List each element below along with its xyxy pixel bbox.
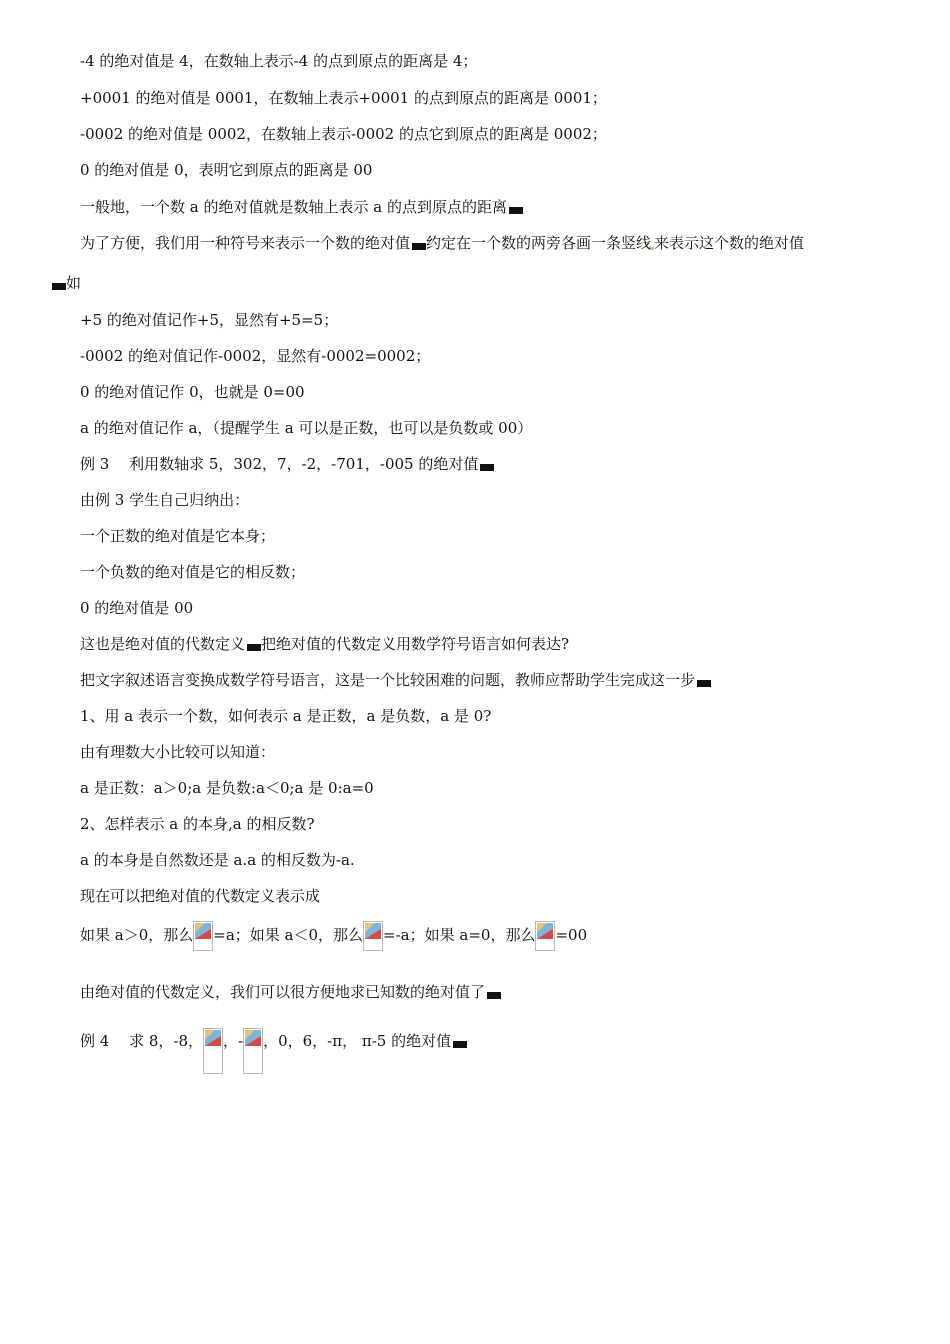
line-text: a 的本身是自然数还是 a.a 的相反数为-a. — [80, 851, 355, 869]
text-line — [80, 562, 305, 582]
line-text: 现在可以把绝对值的代数定义表示成 — [80, 887, 321, 905]
text-line — [80, 454, 494, 474]
line-text: ，- — [223, 1032, 244, 1050]
line-text: 一个正数的绝对值是它本身； — [80, 527, 276, 545]
text-line — [80, 982, 501, 1002]
line-text: 一般地，一个数 a 的绝对值就是数轴上表示 a 的点到原点的距离 — [80, 198, 507, 216]
line-text: -0002 的绝对值是 0002，在数轴上表示-0002 的点它到原点的距离是 0002； — [80, 125, 607, 143]
line-text: 由例 3 学生自己归纳出： — [80, 491, 250, 509]
text-line — [80, 51, 477, 71]
text-line — [80, 382, 305, 402]
line-text: 2、怎样表示 a 的本身,a 的相反数? — [80, 815, 315, 833]
broken-image-icon — [193, 921, 213, 951]
line-text: =a；如果 a＜0，那么 — [213, 926, 364, 944]
anchor-mark-icon — [412, 243, 426, 250]
text-line — [80, 742, 275, 762]
line-text: -0002 的绝对值记作-0002，显然有-0002=0002； — [80, 347, 431, 365]
broken-image-icon — [535, 921, 555, 951]
line-text: =-a；如果 a=0，那么 — [383, 926, 536, 944]
line-text: 为了方便，我们用一种符号来表示一个数的绝对值 — [80, 234, 411, 252]
line-text: 把绝对值的代数定义用数学符号语言如何表达? — [261, 635, 570, 653]
line-text: 0 的绝对值是 00 — [80, 599, 194, 617]
line-text: 0 的绝对值记作 0，也就是 0=00 — [80, 383, 305, 401]
line-text: +0001 的绝对值是 0001，在数轴上表示+0001 的点到原点的距离是 0001； — [80, 89, 607, 107]
broken-image-icon — [363, 921, 383, 951]
line-text: +5 的绝对值记作+5，显然有+5=5； — [80, 311, 339, 329]
line-text: 1、用 a 表示一个数，如何表示 a 是正数，a 是负数，a 是 0? — [80, 707, 492, 725]
text-line — [80, 346, 430, 366]
line-text: 例 3 利用数轴求 5，302，7，-2，-701，-005 的绝对值 — [80, 455, 479, 473]
line-text: 这也是绝对值的代数定义 — [80, 635, 246, 653]
anchor-mark-icon — [480, 464, 494, 471]
text-line — [80, 526, 275, 546]
anchor-mark-icon — [697, 680, 711, 687]
text-line — [80, 778, 374, 798]
line-text: 约定在一个数的两旁各画一条竖线 — [426, 234, 652, 252]
text-line — [80, 598, 193, 618]
text-line — [80, 634, 569, 654]
anchor-mark-icon — [453, 1041, 467, 1048]
text-line — [80, 310, 338, 330]
line-text: 由有理数大小比较可以知道： — [80, 743, 276, 761]
anchor-mark-icon — [247, 644, 261, 651]
text-line — [80, 197, 523, 217]
text-line — [80, 850, 355, 870]
line-text: 例 4 求 8，-8， — [80, 1032, 204, 1050]
anchor-mark-icon — [509, 207, 523, 214]
text-line — [80, 490, 249, 510]
formula-line — [80, 1028, 467, 1074]
line-text: 0 的绝对值是 0，表明它到原点的距离是 00 — [80, 161, 373, 179]
text-line — [80, 418, 532, 438]
text-line — [80, 814, 315, 834]
line-text: =00 — [555, 926, 588, 944]
formula-line — [80, 921, 587, 951]
anchor-mark-icon — [487, 992, 501, 999]
text-line — [80, 670, 711, 690]
line-text: 把文字叙述语言变换成数学符号语言，这是一个比较困难的问题，教师应帮助学生完成这一步 — [80, 671, 696, 689]
line-text: 来表示这个数的绝对值 — [654, 234, 805, 252]
text-line — [80, 88, 607, 108]
text-line — [80, 233, 804, 253]
line-text: 由绝对值的代数定义，我们可以很方便地求已知数的绝对值了 — [80, 983, 486, 1001]
line-text: 如果 a＞0，那么 — [80, 926, 194, 944]
anchor-mark-icon — [52, 283, 66, 290]
text-line — [80, 706, 491, 726]
line-text: 一个负数的绝对值是它的相反数； — [80, 563, 306, 581]
text-line — [80, 886, 320, 906]
line-text: a 是正数：a＞0;a 是负数:a＜0;a 是 0:a=0 — [80, 779, 374, 797]
line-text: a 的绝对值记作 a，（提醒学生 a 可以是正数，也可以是负数或 00） — [80, 419, 533, 437]
line-text: ，0，6，-π， π-5 的绝对值 — [263, 1032, 452, 1050]
broken-image-icon — [243, 1028, 263, 1074]
text-line — [80, 124, 607, 144]
broken-image-icon — [203, 1028, 223, 1074]
text-line — [50, 273, 81, 293]
line-text: 如 — [66, 274, 82, 292]
line-text: -4 的绝对值是 4，在数轴上表示-4 的点到原点的距离是 4； — [80, 52, 478, 70]
text-line — [80, 160, 372, 180]
